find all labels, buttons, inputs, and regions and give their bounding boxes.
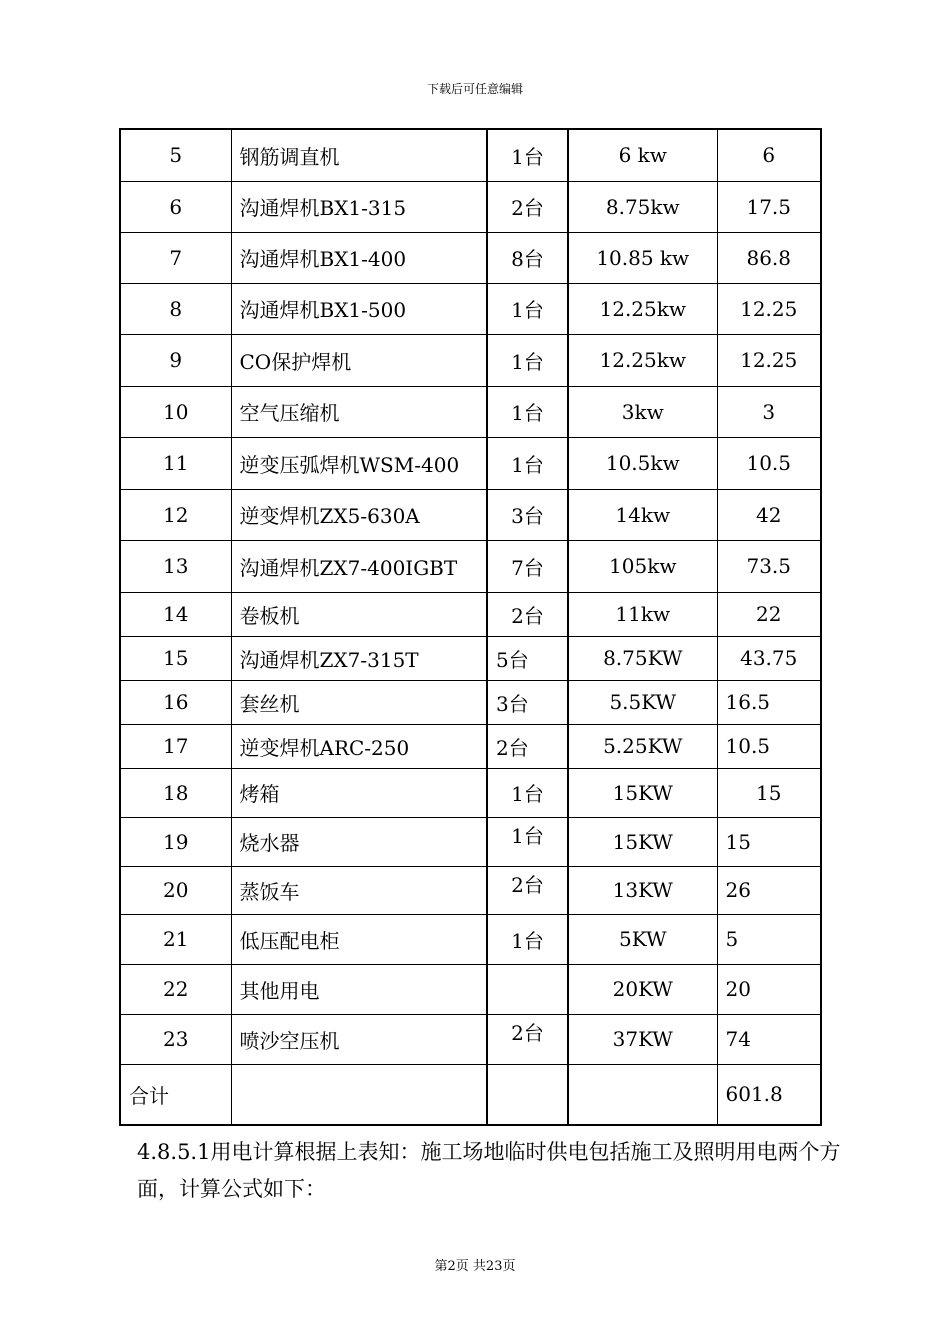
quantity: 1台 xyxy=(487,334,568,386)
table-row xyxy=(120,964,821,1014)
quantity: 2台 xyxy=(487,1014,568,1064)
table-row xyxy=(120,592,821,636)
table-row xyxy=(120,232,821,283)
table-row xyxy=(120,817,821,866)
unit-power: 10.85 kw xyxy=(568,232,717,283)
table-row xyxy=(120,768,821,817)
quantity: 1台 xyxy=(487,129,568,181)
equipment-name: 空气压缩机 xyxy=(231,386,487,437)
row-number: 16 xyxy=(120,680,231,724)
equipment-name: CO保护焊机 xyxy=(231,334,487,386)
table-row xyxy=(120,386,821,437)
total-power: 43.75 xyxy=(717,636,821,680)
table-row xyxy=(120,129,821,181)
row-number: 23 xyxy=(120,1014,231,1064)
summary-quantity xyxy=(487,1064,568,1125)
quantity: 2台 xyxy=(487,866,568,914)
total-power: 42 xyxy=(717,489,821,540)
total-power: 10.5 xyxy=(717,724,821,768)
table-row xyxy=(120,489,821,540)
table-row xyxy=(120,1014,821,1064)
unit-power: 15KW xyxy=(568,817,717,866)
total-power: 5 xyxy=(717,914,821,964)
quantity: 2台 xyxy=(487,181,568,232)
row-number: 7 xyxy=(120,232,231,283)
row-number: 13 xyxy=(120,540,231,592)
equipment-name: 蒸饭车 xyxy=(231,866,487,914)
equipment-power-table xyxy=(119,128,822,1126)
total-power: 86.8 xyxy=(717,232,821,283)
equipment-name: 逆变压弧焊机WSM-400 xyxy=(231,437,487,489)
row-number: 11 xyxy=(120,437,231,489)
equipment-name: 沟通焊机BX1-400 xyxy=(231,232,487,283)
total-power: 22 xyxy=(717,592,821,636)
row-number: 17 xyxy=(120,724,231,768)
row-number: 9 xyxy=(120,334,231,386)
total-power: 26 xyxy=(717,866,821,914)
summary-total: 601.8 xyxy=(717,1064,821,1125)
summary-row xyxy=(120,1064,821,1125)
total-power: 12.25 xyxy=(717,334,821,386)
unit-power: 6 kw xyxy=(568,129,717,181)
equipment-name: 沟通焊机ZX7-400IGBT xyxy=(231,540,487,592)
quantity: 8台 xyxy=(487,232,568,283)
unit-power: 11kw xyxy=(568,592,717,636)
quantity: 2台 xyxy=(487,592,568,636)
page-header: 下载后可任意编辑 xyxy=(426,82,523,96)
table-row xyxy=(120,636,821,680)
unit-power: 10.5kw xyxy=(568,437,717,489)
row-number: 19 xyxy=(120,817,231,866)
equipment-name: 其他用电 xyxy=(231,964,487,1014)
quantity: 3台 xyxy=(487,680,568,724)
equipment-name: 逆变焊机ARC-250 xyxy=(231,724,487,768)
total-power: 73.5 xyxy=(717,540,821,592)
row-number: 15 xyxy=(120,636,231,680)
table-row xyxy=(120,540,821,592)
equipment-name: 烧水器 xyxy=(231,817,487,866)
unit-power: 13KW xyxy=(568,866,717,914)
table-row xyxy=(120,866,821,914)
quantity: 1台 xyxy=(487,386,568,437)
unit-power: 20KW xyxy=(568,964,717,1014)
total-power: 6 xyxy=(717,129,821,181)
row-number: 21 xyxy=(120,914,231,964)
equipment-name: 套丝机 xyxy=(231,680,487,724)
equipment-name: 卷板机 xyxy=(231,592,487,636)
total-power: 12.25 xyxy=(717,283,821,334)
quantity: 2台 xyxy=(487,724,568,768)
quantity: 1台 xyxy=(487,914,568,964)
equipment-name: 逆变焊机ZX5-630A xyxy=(231,489,487,540)
total-power: 20 xyxy=(717,964,821,1014)
quantity: 3台 xyxy=(487,489,568,540)
table-row xyxy=(120,914,821,964)
row-number: 5 xyxy=(120,129,231,181)
unit-power: 8.75KW xyxy=(568,636,717,680)
unit-power: 14kw xyxy=(568,489,717,540)
table-row xyxy=(120,680,821,724)
quantity: 5台 xyxy=(487,636,568,680)
row-number: 20 xyxy=(120,866,231,914)
summary-power xyxy=(568,1064,717,1125)
unit-power: 8.75kw xyxy=(568,181,717,232)
unit-power: 5.5KW xyxy=(568,680,717,724)
quantity xyxy=(487,964,568,1014)
total-power: 3 xyxy=(717,386,821,437)
row-number: 6 xyxy=(120,181,231,232)
quantity: 1台 xyxy=(487,283,568,334)
quantity: 1台 xyxy=(487,437,568,489)
total-power: 16.5 xyxy=(717,680,821,724)
unit-power: 15KW xyxy=(568,768,717,817)
total-power: 74 xyxy=(717,1014,821,1064)
row-number: 10 xyxy=(120,386,231,437)
total-power: 10.5 xyxy=(717,437,821,489)
equipment-name: 喷沙空压机 xyxy=(231,1014,487,1064)
unit-power: 3kw xyxy=(568,386,717,437)
quantity: 7台 xyxy=(487,540,568,592)
total-power: 15 xyxy=(717,768,821,817)
equipment-name: 烤箱 xyxy=(231,768,487,817)
row-number: 12 xyxy=(120,489,231,540)
unit-power: 105kw xyxy=(568,540,717,592)
unit-power: 12.25kw xyxy=(568,334,717,386)
row-number: 8 xyxy=(120,283,231,334)
row-number: 14 xyxy=(120,592,231,636)
row-number: 22 xyxy=(120,964,231,1014)
table-row xyxy=(120,334,821,386)
total-power: 17.5 xyxy=(717,181,821,232)
unit-power: 12.25kw xyxy=(568,283,717,334)
equipment-name: 沟通焊机ZX7-315T xyxy=(231,636,487,680)
quantity: 1台 xyxy=(487,817,568,866)
unit-power: 37KW xyxy=(568,1014,717,1064)
equipment-name: 低压配电柜 xyxy=(231,914,487,964)
summary-label: 合计 xyxy=(120,1064,231,1125)
page-footer: 第2页 共23页 xyxy=(434,1259,516,1274)
row-number: 18 xyxy=(120,768,231,817)
table-row xyxy=(120,283,821,334)
total-power: 15 xyxy=(717,817,821,866)
table-row xyxy=(120,724,821,768)
unit-power: 5.25KW xyxy=(568,724,717,768)
summary-name xyxy=(231,1064,487,1125)
table-row xyxy=(120,181,821,232)
equipment-name: 沟通焊机BX1-315 xyxy=(231,181,487,232)
table-row xyxy=(120,437,821,489)
equipment-name: 钢筋调直机 xyxy=(231,129,487,181)
calculation-paragraph: 4.8.5.1用电计算根据上表知：施工场地临时供电包括施工及照明用电两个方面，计算公式如下： xyxy=(137,1140,841,1201)
quantity: 1台 xyxy=(487,768,568,817)
equipment-name: 沟通焊机BX1-500 xyxy=(231,283,487,334)
unit-power: 5KW xyxy=(568,914,717,964)
